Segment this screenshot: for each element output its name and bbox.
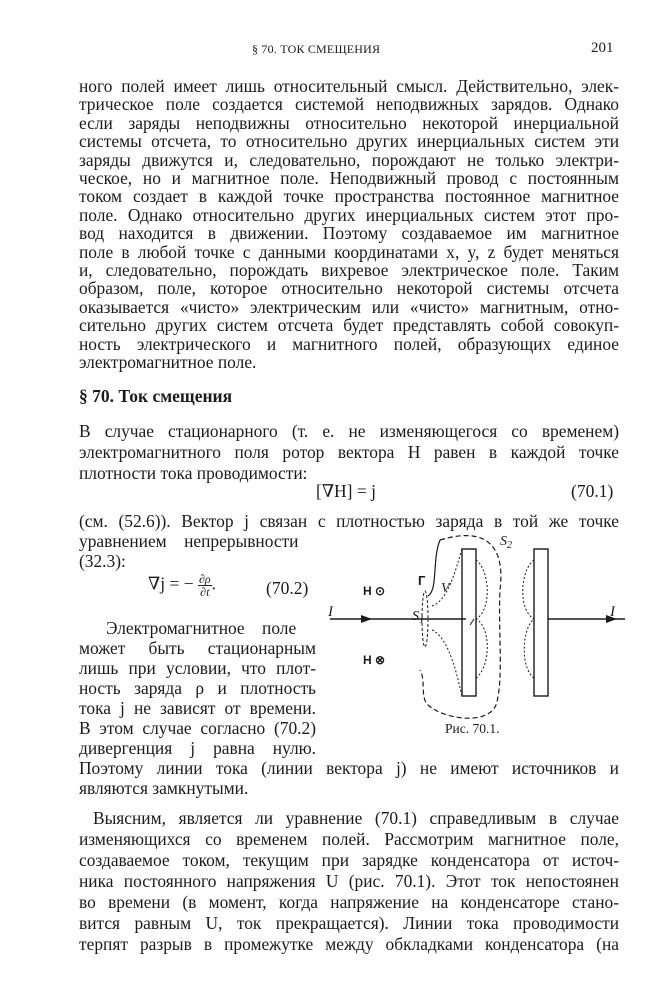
tick-mark	[470, 619, 474, 625]
text-line: дивергенция j равна нулю.	[79, 738, 316, 758]
section-heading: § 70. Ток смещения	[79, 386, 233, 406]
text-line: образом, поле, которое относительно некоторой системы отсчета	[79, 278, 619, 299]
text-line: ность заряда ρ и плотность	[79, 678, 316, 698]
contour-gamma	[428, 540, 440, 596]
text-line: ника постоянного напряжения U (рис. 70.1). Этот ток непостоянен	[79, 871, 619, 891]
text-line: заряды движутся и, следовательно, порождают не только электри-	[79, 149, 619, 170]
text-line: (32.3):	[79, 551, 126, 571]
text-line: Поэтому линии тока (линии вектора j) не имеют источников и	[79, 758, 619, 778]
running-header	[0, 38, 654, 60]
field-line	[524, 619, 534, 678]
equation-70-2-lhs: ∇j = −	[148, 573, 194, 594]
page-number: 201	[591, 40, 614, 56]
field-line	[432, 630, 462, 696]
capacitor-plate-right	[534, 549, 548, 696]
capacitor-plate-left	[462, 549, 476, 696]
text-line: сительно других систем отсчета будет представлять собой совокуп-	[79, 315, 619, 336]
fraction-denominator: ∂t	[200, 585, 210, 599]
equation-70-2-tail: .	[211, 573, 217, 594]
text-line: терпят разрыв в промежутке между обкладками конденсатора (на	[79, 934, 619, 954]
text-line: поле в любой точке с данными координатами x, y, z будет меняться	[79, 241, 619, 262]
figure-caption: Рис. 70.1.	[445, 721, 500, 736]
text-line: оказывается «чисто» электрическим или «чисто» магнитным, отно-	[79, 296, 619, 317]
text-line: создаваемое током, текущим при зарядке конденсатора от источ-	[79, 850, 619, 870]
equation-number-70-1: (70.1)	[571, 481, 614, 501]
text-line: Электромагнитное поле	[106, 618, 297, 638]
label-h-in: H ⊗	[363, 653, 386, 667]
text-line: плотности тока проводимости:	[79, 463, 308, 483]
equation-70-2	[148, 573, 216, 598]
text-line: поле. Однако относительно других инерциальных систем этот про-	[79, 204, 619, 225]
field-line	[523, 560, 534, 619]
label-s2-sub: 2	[507, 540, 512, 551]
figure-70-1	[320, 530, 638, 745]
text-line: если заряды неподвижны относительно некоторой инерциальной	[79, 112, 619, 133]
text-line: системы отсчета, то относительно других инерциальных систем эти	[79, 131, 619, 152]
equation-70-1: [∇H] = j	[316, 481, 376, 501]
text-line: вится равным U, ток прекращается). Линии тока проводимости	[79, 913, 619, 933]
label-s1	[412, 609, 424, 626]
text-line: электромагнитное поле.	[79, 352, 257, 372]
text-line: ческое, но и магнитное поле. Неподвижный провод с постоянным	[79, 168, 619, 188]
text-line: трическое поле создается системой неподвижных зарядов. Однако	[79, 94, 619, 115]
label-i-right: I	[610, 604, 615, 620]
arrow-left-icon	[361, 615, 372, 623]
text-line: являются замкнутыми.	[79, 778, 249, 798]
field-line	[476, 560, 487, 619]
text-line: вод находится в движении. Поэтому создаваемое им магнитное	[79, 223, 619, 244]
text-line: электромагнитного поля ротор вектора H равен в каждой точке	[79, 442, 619, 462]
text-line: ного полей имеет лишь относительный смысл. Действительно, элек-	[79, 76, 619, 96]
fraction-numerator: ∂ρ	[198, 572, 211, 586]
label-s1-sub: 1	[419, 615, 424, 626]
fraction	[198, 573, 212, 598]
text-line: и, следовательно, порождать вихревое электрическое поле. Таким	[79, 260, 619, 280]
equation-number-70-2: (70.2)	[266, 578, 309, 598]
text-line: током создает в каждой точке пространства постоянное магнитное	[79, 186, 619, 207]
label-s1-main: S	[412, 609, 419, 624]
text-line: лишь при условии, что плот-	[79, 658, 316, 678]
field-line	[476, 619, 487, 678]
running-header-title: § 70. ТОК СМЕЩЕНИЯ	[252, 42, 381, 56]
label-gamma: Г	[418, 573, 426, 588]
text-line: Выясним, является ли уравнение (70.1) справедливым в случае	[93, 808, 619, 828]
label-i-left: I	[328, 604, 333, 620]
text-line: может быть стационарным	[79, 638, 316, 658]
text-line: (см. (52.6)). Вектор j связан с плотностью заряда в той же точке	[79, 511, 619, 531]
text-line: ность электрического и магнитного полей, образующих единое	[79, 333, 619, 354]
text-line: В случае стационарного (т. е. не изменяющегося со временем)	[79, 421, 619, 441]
text-line: В этом случае согласно (70.2)	[79, 718, 316, 738]
label-v: V	[441, 581, 450, 596]
text-line: уравнением непрерывности	[79, 531, 299, 551]
label-s2-main: S	[500, 534, 507, 549]
text-line: изменяющихся со временем полей. Рассмотрим магнитное поле,	[79, 829, 619, 849]
label-s2	[500, 534, 512, 551]
text-line: тока j не зависят от времени.	[79, 698, 316, 718]
text-line: во времени (в момент, когда напряжение на конденсаторе стано-	[79, 892, 619, 912]
label-h-out: H ⊙	[363, 584, 386, 598]
